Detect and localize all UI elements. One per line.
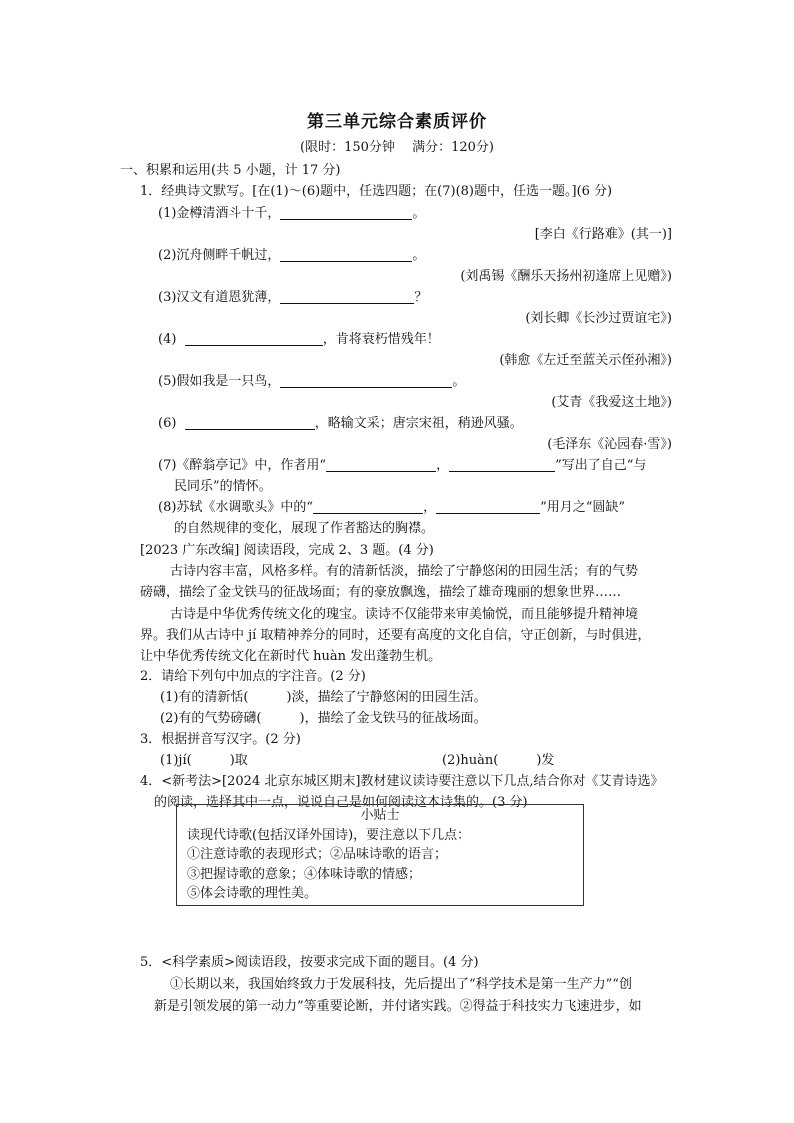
passage-line: 界。我们从古诗中 jí 取精神养分的同时，还要有高度的文化自信，守正创新，与时俱进，: [140, 628, 651, 643]
passage-line: 让中华优秀传统文化在新时代 huàn 发出蓬勃生机。: [140, 649, 442, 664]
tip-title: 小贴士: [360, 808, 400, 823]
q1-item-1-text: (1)金樽清酒斗十千，: [158, 206, 281, 221]
answer-blank[interactable]: [449, 457, 555, 472]
q3-item-1-end: )取: [229, 753, 248, 768]
q1-item-2-text: (2)沉舟侧畔千帆过，: [158, 248, 281, 263]
q1-item-5-source: (艾青《我爱这土地》): [551, 395, 672, 410]
q2-item-2-text: (2)有的气势磅礴(: [160, 711, 262, 726]
time-score-info: (限时：150分钟 满分：120分): [300, 140, 494, 155]
answer-blank[interactable]: [313, 499, 423, 514]
passage-line: 古诗是中华优秀传统文化的瑰宝。读诗不仅能带来审美愉悦，而且能够提升精神境: [170, 607, 639, 622]
q1-item-7-end: ”写出了自己“与: [555, 458, 647, 473]
q1-item-4: [158, 331, 440, 349]
section-heading: 一、积累和运用(共 5 小题，计 17 分): [120, 163, 341, 178]
q3-item-1-text: (1)jí(: [160, 753, 192, 768]
q1-item-2-end: 。: [412, 248, 426, 263]
q1-item-3: [158, 289, 427, 307]
tip-box: [176, 804, 584, 906]
answer-blank[interactable]: [185, 331, 323, 346]
q1-item-2-source: (刘禹锡《酬乐天扬州初逢席上见赠》): [460, 269, 672, 284]
answer-blank[interactable]: [185, 415, 315, 430]
tip-line: ⑤体会诗歌的理性美。: [187, 886, 318, 901]
q1-item-5-end: 。: [452, 374, 466, 389]
q3-item-1: [160, 752, 248, 770]
q1-item-1-end: 。: [412, 206, 426, 221]
q1-item-7-text: (7)《醉翁亭记》中，作者用“: [158, 458, 327, 473]
q1-item-6-source: (毛泽东《沁园春·雪》): [547, 437, 672, 452]
q3-item-2-end: )发: [536, 753, 555, 768]
q2-item-1-end: )淡，描绘了宁静悠闲的田园生活。: [286, 690, 487, 705]
q1-item-6: [158, 415, 523, 433]
answer-blank[interactable]: [280, 373, 452, 388]
page-title: 第三单元综合素质评价: [307, 112, 487, 132]
q1-item-4-end: ，肯将衰朽惜残年！: [322, 332, 440, 347]
q1-item-3-text: (3)汉文有道恩犹薄，: [158, 290, 281, 305]
q1-item-4-text: (4): [158, 332, 177, 347]
q2-item-1-text: (1)有的清新恬(: [160, 690, 249, 705]
q1-item-6-text: (6): [158, 416, 177, 431]
q1-item-5-text: (5)假如我是一只鸟，: [158, 374, 281, 389]
q1-item-8-comma: ，: [423, 500, 437, 515]
answer-blank[interactable]: [280, 247, 412, 262]
q1-item-5: [158, 373, 465, 391]
q1-item-6-end: ，略输文采；唐宗宋祖，稍逊风骚。: [314, 416, 523, 431]
q5-passage-line: ①长期以来，我国始终致力于发展科技，先后提出了“科学技术是第一生产力”“创: [170, 977, 632, 992]
tip-line: ①注意诗歌的表现形式；②品味诗歌的语言；: [187, 847, 448, 862]
answer-blank[interactable]: [326, 457, 436, 472]
q1-item-8: [158, 499, 625, 517]
q1-item-7-cont: 民同乐”的情怀。: [174, 479, 272, 494]
q2-item-1: [160, 689, 487, 707]
passage-line: 磅礴，描绘了金戈铁马的征战场面；有的豪放飘逸，描绘了雄奇瑰丽的想象世界……: [140, 585, 622, 600]
passage-line: 古诗内容丰富，风格多样。有的清新恬淡，描绘了宁静悠闲的田园生活；有的气势: [170, 564, 639, 579]
q3-item-2-text: (2)huàn(: [442, 753, 499, 768]
q1-item-8-text: (8)苏轼《水调歌头》中的“: [158, 500, 314, 515]
q1-item-1-source: [李白《行路难》(其一)]: [534, 227, 672, 242]
answer-blank[interactable]: [280, 205, 412, 220]
q4-stem: 4．<新考法>[2024 北京东城区期末]教材建议读诗要注意以下几点,结合你对《艾青诗选》: [140, 774, 664, 789]
passage-intro: [2023 广东改编] 阅读语段，完成 2、3 题。(4 分): [140, 543, 434, 558]
q1-item-4-source: (韩愈《左迁至蓝关示侄孙湘》): [499, 353, 672, 368]
q1-item-7: [158, 457, 646, 475]
q5-stem: 5．<科学素质>阅读语段，按要求完成下面的题目。(4 分): [140, 955, 479, 970]
q4-stem-cont: 的阅读，选择其中一点，说说自己是如何阅读这本诗集的。(3 分): [154, 795, 528, 810]
q1-item-1: [158, 205, 425, 223]
q5-passage-line: 新是引领发展的第一动力”等重要论断，并付诸实践。②得益于科技实力飞速进步，如: [154, 999, 642, 1014]
tip-line: ③把握诗歌的意象；④体味诗歌的情感；: [187, 867, 422, 882]
q1-stem: 1．经典诗文默写。[在(1)～(6)题中，任选四题；在(7)(8)题中，任选一题。](6 分): [140, 184, 613, 199]
answer-blank[interactable]: [280, 289, 414, 304]
tip-line: 读现代诗歌(包括汉译外国诗)，要注意以下几点：: [187, 828, 471, 843]
q1-item-2: [158, 247, 425, 265]
q1-item-8-end: ”用月之“圆缺”: [540, 500, 626, 515]
q1-item-3-source: (刘长卿《长沙过贾谊宅》): [525, 311, 672, 326]
q2-item-2: [160, 710, 487, 728]
q3-item-2: [442, 752, 554, 770]
answer-blank[interactable]: [436, 499, 540, 514]
q2-item-2-end: )，描绘了金戈铁马的征战场面。: [299, 711, 487, 726]
q1-item-8-cont: 的自然规律的变化，展现了作者豁达的胸襟。: [174, 521, 435, 536]
q1-item-7-comma: ，: [436, 458, 450, 473]
q1-item-3-end: ？: [414, 290, 428, 305]
q3-stem: 3．根据拼音写汉字。(2 分): [140, 732, 301, 747]
q2-stem: 2．请给下列句中加点的字注音。(2 分): [140, 669, 366, 684]
